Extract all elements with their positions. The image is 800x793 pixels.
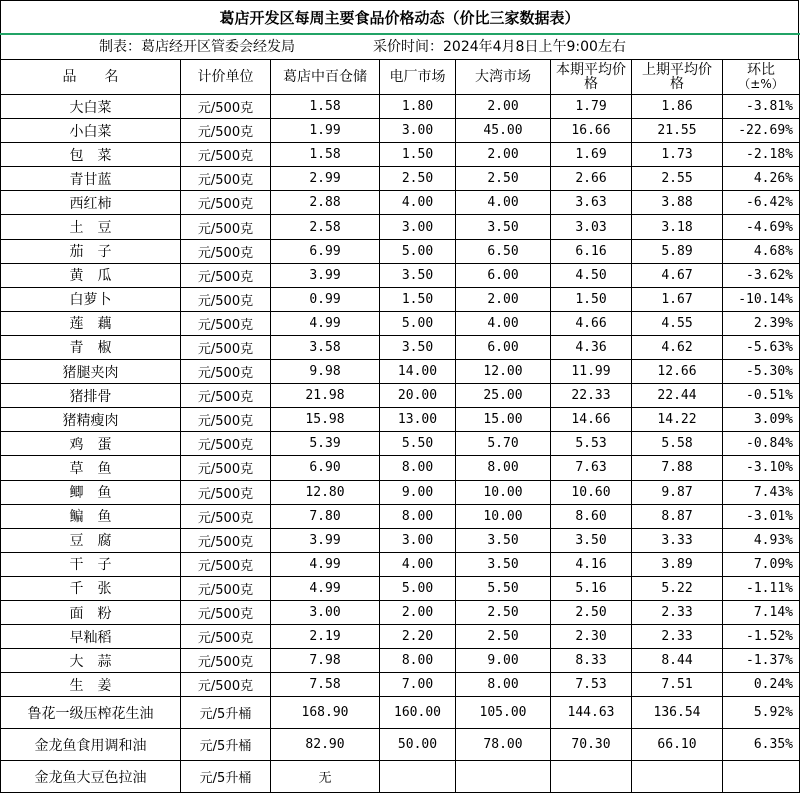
cell-cur: 8.60 xyxy=(551,504,632,528)
cell-unit: 元/500克 xyxy=(181,119,271,143)
cell-unit: 元/500克 xyxy=(181,263,271,287)
cell-m1: 7.58 xyxy=(271,673,380,697)
header-row xyxy=(1,60,800,95)
col-header-current-avg xyxy=(551,60,632,95)
cell-m2: 8.00 xyxy=(380,649,456,673)
col-header-previous-avg xyxy=(632,60,723,95)
cell-name: 包 菜 xyxy=(1,143,181,167)
cell-m3: 6.50 xyxy=(456,239,551,263)
cell-m1: 4.99 xyxy=(271,576,380,600)
sheet-subheader xyxy=(0,35,799,59)
cell-chg: -1.52% xyxy=(723,625,800,649)
cell-m2: 3.00 xyxy=(380,119,456,143)
table-row xyxy=(1,480,800,504)
cell-name: 猪排骨 xyxy=(1,384,181,408)
cell-unit: 元/500克 xyxy=(181,649,271,673)
cell-prev: 9.87 xyxy=(632,480,723,504)
cell-unit: 元/500克 xyxy=(181,384,271,408)
cell-m2: 13.00 xyxy=(380,408,456,432)
table-row xyxy=(1,649,800,673)
cell-m3: 15.00 xyxy=(456,408,551,432)
table-row xyxy=(1,456,800,480)
cell-cur: 2.50 xyxy=(551,600,632,624)
table-row xyxy=(1,215,800,239)
cell-chg xyxy=(723,761,800,793)
cell-m2: 8.00 xyxy=(380,456,456,480)
cell-m1: 3.99 xyxy=(271,528,380,552)
cell-prev: 7.88 xyxy=(632,456,723,480)
cell-m3: 78.00 xyxy=(456,729,551,761)
cell-cur: 1.50 xyxy=(551,287,632,311)
cell-prev: 4.67 xyxy=(632,263,723,287)
table-row xyxy=(1,311,800,335)
cell-name: 大白菜 xyxy=(1,95,181,119)
cell-chg: 2.39% xyxy=(723,311,800,335)
cell-name: 小白菜 xyxy=(1,119,181,143)
cell-m3: 12.00 xyxy=(456,360,551,384)
cell-unit: 元/500克 xyxy=(181,311,271,335)
cell-m1: 2.58 xyxy=(271,215,380,239)
cell-unit: 元/500克 xyxy=(181,239,271,263)
col-header-current-avg-text: 本期平均价格 xyxy=(556,62,626,92)
cell-m1: 12.80 xyxy=(271,480,380,504)
cell-prev: 1.73 xyxy=(632,143,723,167)
cell-name: 草 鱼 xyxy=(1,456,181,480)
cell-prev: 3.18 xyxy=(632,215,723,239)
cell-name: 莲 藕 xyxy=(1,311,181,335)
table-row xyxy=(1,239,800,263)
cell-name: 白萝卜 xyxy=(1,287,181,311)
cell-name: 西红柿 xyxy=(1,191,181,215)
cell-m2: 2.50 xyxy=(380,167,456,191)
cell-cur: 4.36 xyxy=(551,335,632,359)
cell-m2: 8.00 xyxy=(380,504,456,528)
table-row xyxy=(1,432,800,456)
cell-unit: 元/500克 xyxy=(181,528,271,552)
table-row xyxy=(1,263,800,287)
cell-cur: 22.33 xyxy=(551,384,632,408)
price-table xyxy=(0,59,800,793)
cell-name: 鳊 鱼 xyxy=(1,504,181,528)
cell-name: 鲁花一级压榨花生油 xyxy=(1,697,181,729)
cell-cur: 11.99 xyxy=(551,360,632,384)
cell-m3: 2.00 xyxy=(456,287,551,311)
cell-m1: 2.19 xyxy=(271,625,380,649)
cell-m3: 2.50 xyxy=(456,625,551,649)
cell-prev: 14.22 xyxy=(632,408,723,432)
cell-unit: 元/500克 xyxy=(181,95,271,119)
cell-cur: 70.30 xyxy=(551,729,632,761)
col-header-change-line2: （±%） xyxy=(738,77,784,91)
cell-unit: 元/500克 xyxy=(181,215,271,239)
cell-name: 金龙鱼大豆色拉油 xyxy=(1,761,181,793)
cell-name: 鸡 蛋 xyxy=(1,432,181,456)
cell-m1: 4.99 xyxy=(271,552,380,576)
cell-prev: 12.66 xyxy=(632,360,723,384)
cell-chg: 6.35% xyxy=(723,729,800,761)
cell-m3: 2.50 xyxy=(456,600,551,624)
cell-cur: 8.33 xyxy=(551,649,632,673)
cell-name: 鲫 鱼 xyxy=(1,480,181,504)
col-header-market2: 电厂市场 xyxy=(380,60,456,95)
cell-name: 猪精瘦肉 xyxy=(1,408,181,432)
cell-unit: 元/500克 xyxy=(181,552,271,576)
cell-m2: 1.50 xyxy=(380,287,456,311)
cell-cur: 3.63 xyxy=(551,191,632,215)
cell-cur: 5.16 xyxy=(551,576,632,600)
cell-m3 xyxy=(456,761,551,793)
cell-chg: -3.10% xyxy=(723,456,800,480)
table-row xyxy=(1,119,800,143)
cell-name: 早籼稻 xyxy=(1,625,181,649)
cell-cur: 16.66 xyxy=(551,119,632,143)
cell-name: 生 姜 xyxy=(1,673,181,697)
table-row xyxy=(1,95,800,119)
cell-m3: 3.50 xyxy=(456,528,551,552)
cell-m1: 3.00 xyxy=(271,600,380,624)
cell-cur: 7.63 xyxy=(551,456,632,480)
cell-name: 干 子 xyxy=(1,552,181,576)
cell-prev: 66.10 xyxy=(632,729,723,761)
cell-prev: 5.22 xyxy=(632,576,723,600)
cell-m2: 4.00 xyxy=(380,552,456,576)
cell-m2: 5.50 xyxy=(380,432,456,456)
cell-m1: 无 xyxy=(271,761,380,793)
cell-prev: 4.62 xyxy=(632,335,723,359)
col-header-market3: 大湾市场 xyxy=(456,60,551,95)
cell-prev: 5.89 xyxy=(632,239,723,263)
cell-m2: 9.00 xyxy=(380,480,456,504)
collection-time-label: 采价时间：2024年4月8日上午9:00左右 xyxy=(373,39,626,55)
cell-m1: 7.98 xyxy=(271,649,380,673)
cell-m1: 6.99 xyxy=(271,239,380,263)
cell-m1: 1.99 xyxy=(271,119,380,143)
cell-chg: -1.37% xyxy=(723,649,800,673)
cell-name: 猪腿夹肉 xyxy=(1,360,181,384)
cell-m1: 168.90 xyxy=(271,697,380,729)
table-row xyxy=(1,729,800,761)
cell-chg: 7.43% xyxy=(723,480,800,504)
cell-prev: 7.51 xyxy=(632,673,723,697)
cell-m3: 8.00 xyxy=(456,456,551,480)
cell-unit: 元/500克 xyxy=(181,408,271,432)
cell-cur: 1.79 xyxy=(551,95,632,119)
cell-m2: 5.00 xyxy=(380,239,456,263)
table-row xyxy=(1,504,800,528)
cell-cur: 4.50 xyxy=(551,263,632,287)
cell-m2: 5.00 xyxy=(380,576,456,600)
cell-m2: 3.00 xyxy=(380,528,456,552)
cell-chg: -6.42% xyxy=(723,191,800,215)
cell-m1: 15.98 xyxy=(271,408,380,432)
cell-prev: 2.33 xyxy=(632,600,723,624)
cell-m1: 2.88 xyxy=(271,191,380,215)
cell-cur: 2.66 xyxy=(551,167,632,191)
cell-name: 千 张 xyxy=(1,576,181,600)
cell-m3: 3.50 xyxy=(456,215,551,239)
cell-prev: 136.54 xyxy=(632,697,723,729)
cell-name: 金龙鱼食用调和油 xyxy=(1,729,181,761)
table-row xyxy=(1,673,800,697)
cell-m1: 3.99 xyxy=(271,263,380,287)
cell-chg: 4.68% xyxy=(723,239,800,263)
cell-chg: -4.69% xyxy=(723,215,800,239)
cell-m3: 10.00 xyxy=(456,504,551,528)
cell-m3: 6.00 xyxy=(456,335,551,359)
cell-m3: 25.00 xyxy=(456,384,551,408)
cell-cur: 6.16 xyxy=(551,239,632,263)
cell-m3: 8.00 xyxy=(456,673,551,697)
cell-prev: 4.55 xyxy=(632,311,723,335)
cell-m2: 2.20 xyxy=(380,625,456,649)
cell-unit: 元/500克 xyxy=(181,287,271,311)
cell-unit: 元/500克 xyxy=(181,432,271,456)
col-header-change xyxy=(723,60,800,95)
cell-unit: 元/500克 xyxy=(181,335,271,359)
cell-m1: 9.98 xyxy=(271,360,380,384)
cell-chg: -5.63% xyxy=(723,335,800,359)
cell-unit: 元/500克 xyxy=(181,625,271,649)
cell-m3: 5.70 xyxy=(456,432,551,456)
cell-prev: 2.55 xyxy=(632,167,723,191)
cell-cur: 10.60 xyxy=(551,480,632,504)
table-row xyxy=(1,191,800,215)
cell-cur: 4.66 xyxy=(551,311,632,335)
cell-name: 面 粉 xyxy=(1,600,181,624)
table-row xyxy=(1,335,800,359)
cell-m3: 9.00 xyxy=(456,649,551,673)
cell-unit: 元/500克 xyxy=(181,480,271,504)
cell-m2: 7.00 xyxy=(380,673,456,697)
table-row xyxy=(1,384,800,408)
maker-label: 制表：葛店经开区管委会经发局 xyxy=(99,39,295,55)
cell-unit: 元/5升桶 xyxy=(181,729,271,761)
cell-name: 大 蒜 xyxy=(1,649,181,673)
cell-chg: 0.24% xyxy=(723,673,800,697)
cell-cur: 3.50 xyxy=(551,528,632,552)
col-header-unit: 计价单位 xyxy=(181,60,271,95)
cell-prev: 5.58 xyxy=(632,432,723,456)
cell-chg: -0.84% xyxy=(723,432,800,456)
cell-chg: -3.62% xyxy=(723,263,800,287)
cell-m2 xyxy=(380,761,456,793)
cell-prev: 8.87 xyxy=(632,504,723,528)
table-row xyxy=(1,600,800,624)
table-row xyxy=(1,761,800,793)
cell-unit: 元/500克 xyxy=(181,600,271,624)
cell-m3: 10.00 xyxy=(456,480,551,504)
table-row xyxy=(1,552,800,576)
cell-unit: 元/500克 xyxy=(181,167,271,191)
cell-name: 茄 子 xyxy=(1,239,181,263)
cell-prev: 1.86 xyxy=(632,95,723,119)
cell-cur: 144.63 xyxy=(551,697,632,729)
cell-m1: 1.58 xyxy=(271,143,380,167)
cell-m1: 3.58 xyxy=(271,335,380,359)
cell-cur: 5.53 xyxy=(551,432,632,456)
cell-name: 黄 瓜 xyxy=(1,263,181,287)
cell-unit: 元/500克 xyxy=(181,360,271,384)
cell-name: 土 豆 xyxy=(1,215,181,239)
cell-cur: 7.53 xyxy=(551,673,632,697)
cell-m1: 82.90 xyxy=(271,729,380,761)
cell-unit: 元/500克 xyxy=(181,504,271,528)
cell-m3: 2.00 xyxy=(456,95,551,119)
cell-m3: 4.00 xyxy=(456,191,551,215)
cell-m2: 50.00 xyxy=(380,729,456,761)
cell-unit: 元/5升桶 xyxy=(181,697,271,729)
cell-m3: 3.50 xyxy=(456,552,551,576)
cell-chg: -2.18% xyxy=(723,143,800,167)
cell-m3: 105.00 xyxy=(456,697,551,729)
cell-prev xyxy=(632,761,723,793)
table-row xyxy=(1,287,800,311)
cell-m3: 2.00 xyxy=(456,143,551,167)
cell-m1: 21.98 xyxy=(271,384,380,408)
cell-chg: -5.30% xyxy=(723,360,800,384)
cell-m3: 4.00 xyxy=(456,311,551,335)
cell-prev: 3.89 xyxy=(632,552,723,576)
cell-name: 青 椒 xyxy=(1,335,181,359)
cell-name: 青甘蓝 xyxy=(1,167,181,191)
table-row xyxy=(1,143,800,167)
cell-unit: 元/500克 xyxy=(181,191,271,215)
cell-m2: 14.00 xyxy=(380,360,456,384)
cell-unit: 元/5升桶 xyxy=(181,761,271,793)
cell-m3: 5.50 xyxy=(456,576,551,600)
cell-chg: 3.09% xyxy=(723,408,800,432)
cell-unit: 元/500克 xyxy=(181,576,271,600)
cell-m1: 4.99 xyxy=(271,311,380,335)
cell-cur: 4.16 xyxy=(551,552,632,576)
cell-unit: 元/500克 xyxy=(181,143,271,167)
cell-chg: 7.14% xyxy=(723,600,800,624)
table-row xyxy=(1,528,800,552)
cell-prev: 1.67 xyxy=(632,287,723,311)
cell-cur: 1.69 xyxy=(551,143,632,167)
sheet-title: 葛店开发区每周主要食品价格动态（价比三家数据表） xyxy=(0,0,799,34)
cell-m3: 2.50 xyxy=(456,167,551,191)
cell-m2: 1.80 xyxy=(380,95,456,119)
cell-chg: 7.09% xyxy=(723,552,800,576)
cell-m1: 5.39 xyxy=(271,432,380,456)
cell-m3: 45.00 xyxy=(456,119,551,143)
table-body xyxy=(1,95,800,793)
cell-chg: 4.26% xyxy=(723,167,800,191)
cell-cur: 3.03 xyxy=(551,215,632,239)
cell-chg: 5.92% xyxy=(723,697,800,729)
cell-chg: -3.01% xyxy=(723,504,800,528)
cell-prev: 2.33 xyxy=(632,625,723,649)
cell-m2: 160.00 xyxy=(380,697,456,729)
cell-unit: 元/500克 xyxy=(181,673,271,697)
cell-prev: 3.88 xyxy=(632,191,723,215)
cell-m3: 6.00 xyxy=(456,263,551,287)
cell-chg: -10.14% xyxy=(723,287,800,311)
cell-m2: 5.00 xyxy=(380,311,456,335)
cell-prev: 3.33 xyxy=(632,528,723,552)
cell-chg: -3.81% xyxy=(723,95,800,119)
cell-unit: 元/500克 xyxy=(181,456,271,480)
cell-m2: 20.00 xyxy=(380,384,456,408)
cell-m1: 0.99 xyxy=(271,287,380,311)
cell-m1: 2.99 xyxy=(271,167,380,191)
table-row xyxy=(1,697,800,729)
cell-m2: 4.00 xyxy=(380,191,456,215)
cell-prev: 21.55 xyxy=(632,119,723,143)
col-header-change-line1: 环比 xyxy=(747,62,775,78)
col-header-previous-avg-text: 上期平均价格 xyxy=(642,62,712,92)
cell-m2: 3.00 xyxy=(380,215,456,239)
cell-m2: 2.00 xyxy=(380,600,456,624)
cell-name: 豆 腐 xyxy=(1,528,181,552)
cell-chg: -0.51% xyxy=(723,384,800,408)
cell-chg: 4.93% xyxy=(723,528,800,552)
col-header-market1: 葛店中百仓储 xyxy=(271,60,380,95)
table-row xyxy=(1,360,800,384)
cell-cur xyxy=(551,761,632,793)
col-header-name: 品 名 xyxy=(1,60,181,95)
cell-m2: 1.50 xyxy=(380,143,456,167)
table-row xyxy=(1,625,800,649)
table-row xyxy=(1,167,800,191)
cell-m2: 3.50 xyxy=(380,263,456,287)
cell-chg: -1.11% xyxy=(723,576,800,600)
table-row xyxy=(1,408,800,432)
cell-m1: 6.90 xyxy=(271,456,380,480)
cell-prev: 8.44 xyxy=(632,649,723,673)
cell-cur: 14.66 xyxy=(551,408,632,432)
cell-m2: 3.50 xyxy=(380,335,456,359)
cell-prev: 22.44 xyxy=(632,384,723,408)
cell-chg: -22.69% xyxy=(723,119,800,143)
cell-cur: 2.30 xyxy=(551,625,632,649)
cell-m1: 1.58 xyxy=(271,95,380,119)
cell-m1: 7.80 xyxy=(271,504,380,528)
table-row xyxy=(1,576,800,600)
